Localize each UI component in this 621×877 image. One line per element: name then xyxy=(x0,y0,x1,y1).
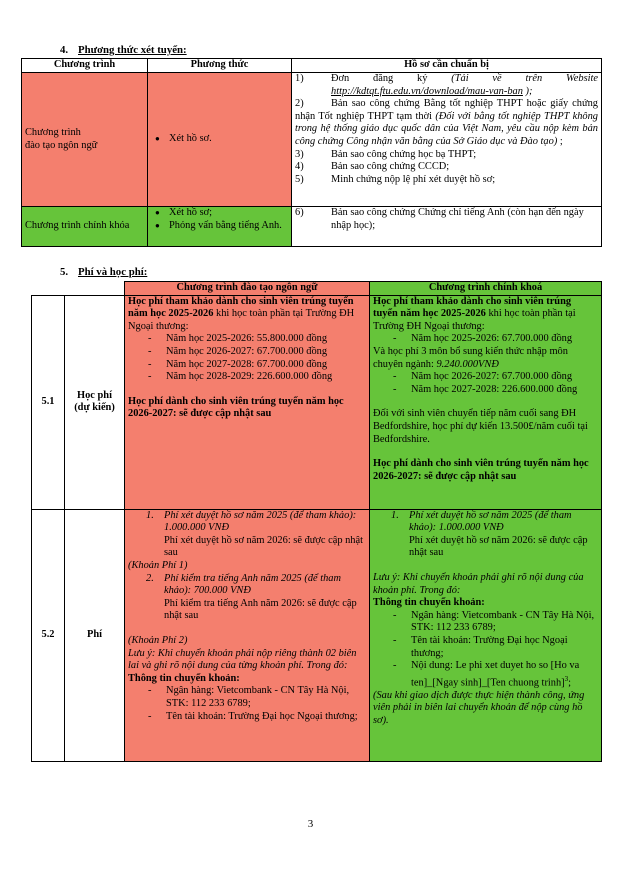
program-language-cell xyxy=(22,73,148,207)
tuition-year-item: - Năm học 2028-2029: 226.600.000 đồng xyxy=(128,371,366,384)
tuition-main-cell: Học phí tham khảo dành cho sinh viên trúng tuyển năm học 2025-2026 khi học toàn phần tại Trường ĐH Ngoại thương: - Năm học 2025-2026: 67.700.000 đồng Và học phí 3 môn bổ sung kiến thức nhập môn chuyên ngành: 9.240.000VNĐ - Năm học 2026-2027: 67.700.000 đồng - Năm học 2027-2028: 226.600.000 đồng Đối với sinh viên chuyển tiếp năm cuối sang ĐH Bedfordshire, học phí dự kiến 13.500£/năm cuối tại Bedfordshire. Học phí dành cho sinh viên trúng tuyển năm học 2026-2027: sẽ được cập nhật sau xyxy=(370,295,602,509)
document-item-3: 3) Bản sao công chứng học bạ THPT; xyxy=(295,148,477,160)
header-language-program: Chương trình đào tạo ngôn ngữ xyxy=(125,282,370,296)
documents-cell-2 xyxy=(292,207,602,247)
method-item: ● Phỏng vấn bằng tiếng Anh. xyxy=(151,220,288,233)
fee-1: Phí xét duyệt hồ sơ năm 2025 (để tham khảo): 1.000.000 VNĐ xyxy=(409,509,572,534)
section-5-number: 5. xyxy=(60,266,69,278)
document-item-6: 6) Bản sao công chứng Chứng chỉ tiếng Anh (còn hạn đến ngày nhập học); xyxy=(295,207,584,231)
section-4-heading xyxy=(60,44,187,57)
bank-info-item: - Tên tài khoản: Trường Đại học Ngoại thương; xyxy=(373,635,598,660)
method-language-cell xyxy=(148,73,292,207)
bank-info-title: Thông tin chuyển khoản: xyxy=(373,597,485,609)
header-spacer xyxy=(65,282,125,296)
section-4-title: Phương thức xét tuyển: xyxy=(78,44,187,56)
row-id-5-2: 5.2 xyxy=(32,509,65,761)
tuition-main-footer: Học phí dành cho sinh viên trúng tuyển năm học 2026-2027: sẽ được cập nhật sau xyxy=(373,458,589,482)
admission-method-table xyxy=(21,58,602,247)
row-label-tuition: Học phí (dự kiến) xyxy=(65,295,125,509)
row-label-fee: Phí xyxy=(65,509,125,761)
website-link[interactable]: http://kdtqt.ftu.edu.vn/download/mau-van-ban xyxy=(331,85,523,97)
method-item: ● Xét hồ sơ. xyxy=(151,133,288,146)
tuition-extra: Và học phí 3 môn bổ sung kiến thức nhập môn chuyên ngành: 9.240.000VNĐ xyxy=(373,345,568,370)
document-item-4: 4) Bản sao công chứng CCCD; xyxy=(295,161,450,173)
section-5-title: Phí và học phí: xyxy=(78,266,148,278)
tuition-language-cell: Học phí tham khảo dành cho sinh viên trúng tuyển năm học 2025-2026 khi học toàn phần tại Trường ĐH Ngoại thương: - Năm học 2025-2026: 55.800.000 đồng - Năm học 2026-2027: 67.700.000 đồng - Năm học 2027-2028: 67.700.000 đồng - Năm học 2028-2029: 226.600.000 đồng Học phí dành cho sinh viên trúng tuyển năm học 2026-2027: sẽ được cập nhật sau xyxy=(125,295,370,509)
header-method: Phương thức xyxy=(148,59,292,73)
fee-1: Phí xét duyệt hồ sơ năm 2025 (để tham khảo): 1.000.000 VNĐ xyxy=(164,509,357,534)
page-number: 3 xyxy=(307,818,314,830)
tuition-year-item: - Năm học 2027-2028: 67.700.000 đồng xyxy=(128,359,366,372)
section-4-number: 4. xyxy=(60,44,69,56)
header-documents: Hồ sơ cần chuẩn bị xyxy=(292,59,602,73)
method-item: ● Xét hồ sơ; xyxy=(151,207,288,220)
document-item-5: 5) Minh chứng nộp lệ phí xét duyệt hồ sơ; xyxy=(295,173,496,185)
fee-2-sub: Phí kiểm tra tiếng Anh năm 2026: sẽ được cập nhật sau xyxy=(164,597,357,622)
tuition-year-item: - Năm học 2025-2026: 55.800.000 đồng xyxy=(128,333,366,346)
fee-2-tag: (Khoản Phí 2) xyxy=(128,634,188,646)
fee-main-note: Lưu ý: Khi chuyển khoản phải ghi rõ nội dung của khoản phí. Trong đó: xyxy=(373,571,584,596)
bank-info-item: - Ngân hàng: Vietcombank - CN Tây Hà Nội, STK: 112 233 6789; xyxy=(373,610,598,635)
header-main-program: Chương trình chính khoá xyxy=(370,282,602,296)
tuition-year-item: - Năm học 2026-2027: 67.700.000 đồng xyxy=(373,371,598,384)
fee-1-sub: Phí xét duyệt hồ sơ năm 2026: sẽ được cập nhật sau xyxy=(164,534,363,559)
fee-main-cell: 1. Phí xét duyệt hồ sơ năm 2025 (để tham khảo): 1.000.000 VNĐ Phí xét duyệt hồ sơ năm 2026: sẽ được cập nhật sau Lưu ý: Khi chuyển khoản phải ghi rõ nội dung của khoản phí. Trong đó: Thông tin chuyển khoản: - Ngân hàng: Vietcombank - CN Tây Hà Nội, STK: 112 233 6789; - Tên tài khoản: Trường Đại học Ngoại thương; - Nội dung: Le phi xet duyet ho so [Ho va ten]_[Ngay sinh]_[Ten chuong trinh]$^3$; (Sau khi giao dịch được thực hiện thành công, ứng viên phải in biên lai chuyển khoản để nộp cùng hồ sơ). xyxy=(370,509,602,761)
program-main-name: Chương trình chính khóa xyxy=(25,220,130,232)
header-program: Chương trình xyxy=(22,59,148,73)
bank-info-title: Thông tin chuyển khoản: xyxy=(128,672,240,684)
document-item-1: 1) Đơn đăng ký (Tải về trên Website http://kdtqt.ftu.edu.vn/download/mau-van-ban ); xyxy=(295,73,598,97)
document-item-2: 2) Bản sao công chứng Bằng tốt nghiệp THPT hoặc giấy chứng nhận Tốt nghiệp THPT tạm thời (Đối với bằng tốt nghiệp THPT không trong hệ thống giáo dục quốc dân của Việt Nam, yêu cầu nộp kèm bản công chứng Công nhận văn bằng của Sở Giáo dục và Đào tạo) ; xyxy=(295,98,598,147)
row-id-5-1: 5.1 xyxy=(32,295,65,509)
bank-info-item: - Tên tài khoản: Trường Đại học Ngoại thương; xyxy=(128,711,366,724)
fee-1-sub: Phí xét duyệt hồ sơ năm 2026: sẽ được cập nhật sau xyxy=(409,534,588,559)
bank-info-item: - Nội dung: Le phi xet duyet ho so [Ho va ten]_[Ngay sinh]_[Ten chuong trinh]$^3$; xyxy=(373,660,598,690)
fees-table xyxy=(31,281,602,762)
method-main-cell xyxy=(148,207,292,247)
footnote-mark: 3 xyxy=(564,674,569,683)
section-5-heading xyxy=(60,266,147,279)
fee-language-note: Lưu ý: Khi chuyển khoản phải nộp riêng thành 02 biên lai và ghi rõ nội dung của từng khoản phí. Trong đó: xyxy=(128,647,357,672)
tuition-language-footer: Học phí dành cho sinh viên trúng tuyển năm học 2026-2027: sẽ được cập nhật sau xyxy=(128,395,344,420)
tuition-year-item: - Năm học 2025-2026: 67.700.000 đồng xyxy=(373,333,598,346)
fee-1-tag: (Khoản Phí 1) xyxy=(128,559,188,571)
tuition-transfer-note: Đối với sinh viên chuyển tiếp năm cuối sang ĐH Bedfordshire, học phí dự kiến 13.500£/năm cuối tại Bedfordshire. xyxy=(373,408,588,445)
program-language-name: Chương trình đào tạo ngôn ngữ xyxy=(25,126,98,151)
program-main-cell xyxy=(22,207,148,247)
documents-cell xyxy=(292,73,602,207)
fee-2: Phí kiểm tra tiếng Anh năm 2025 (để tham khảo): 700.000 VNĐ xyxy=(164,572,342,597)
tuition-year-item: - Năm học 2027-2028: 226.600.000 đồng xyxy=(373,384,598,397)
bank-info-item: - Ngân hàng: Vietcombank - CN Tây Hà Nội, STK: 112 233 6789; xyxy=(128,685,366,710)
header-spacer xyxy=(32,282,65,296)
fee-main-closing: (Sau khi giao dịch được thực hiện thành công, ứng viên phải in biên lai chuyển khoản để nộp cùng hồ sơ). xyxy=(373,689,585,726)
tuition-year-item: - Năm học 2026-2027: 67.700.000 đồng xyxy=(128,346,366,359)
fee-language-cell: 1. Phí xét duyệt hồ sơ năm 2025 (để tham khảo): 1.000.000 VNĐ Phí xét duyệt hồ sơ năm 2026: sẽ được cập nhật sau (Khoản Phí 1) 2. Phí kiểm tra tiếng Anh năm 2025 (để tham khảo): 700.000 VNĐ Phí kiểm tra tiếng Anh năm 2026: sẽ được cập nhật sau (Khoản Phí 2) Lưu ý: Khi chuyển khoản phải nộp riêng thành 02 biên lai và ghi rõ nội dung của từng khoản phí. Trong đó: Thông tin chuyển khoản: - Ngân hàng: Vietcombank - CN Tây Hà Nội, STK: 112 233 6789; - Tên tài khoản: Trường Đại học Ngoại thương; xyxy=(125,509,370,761)
